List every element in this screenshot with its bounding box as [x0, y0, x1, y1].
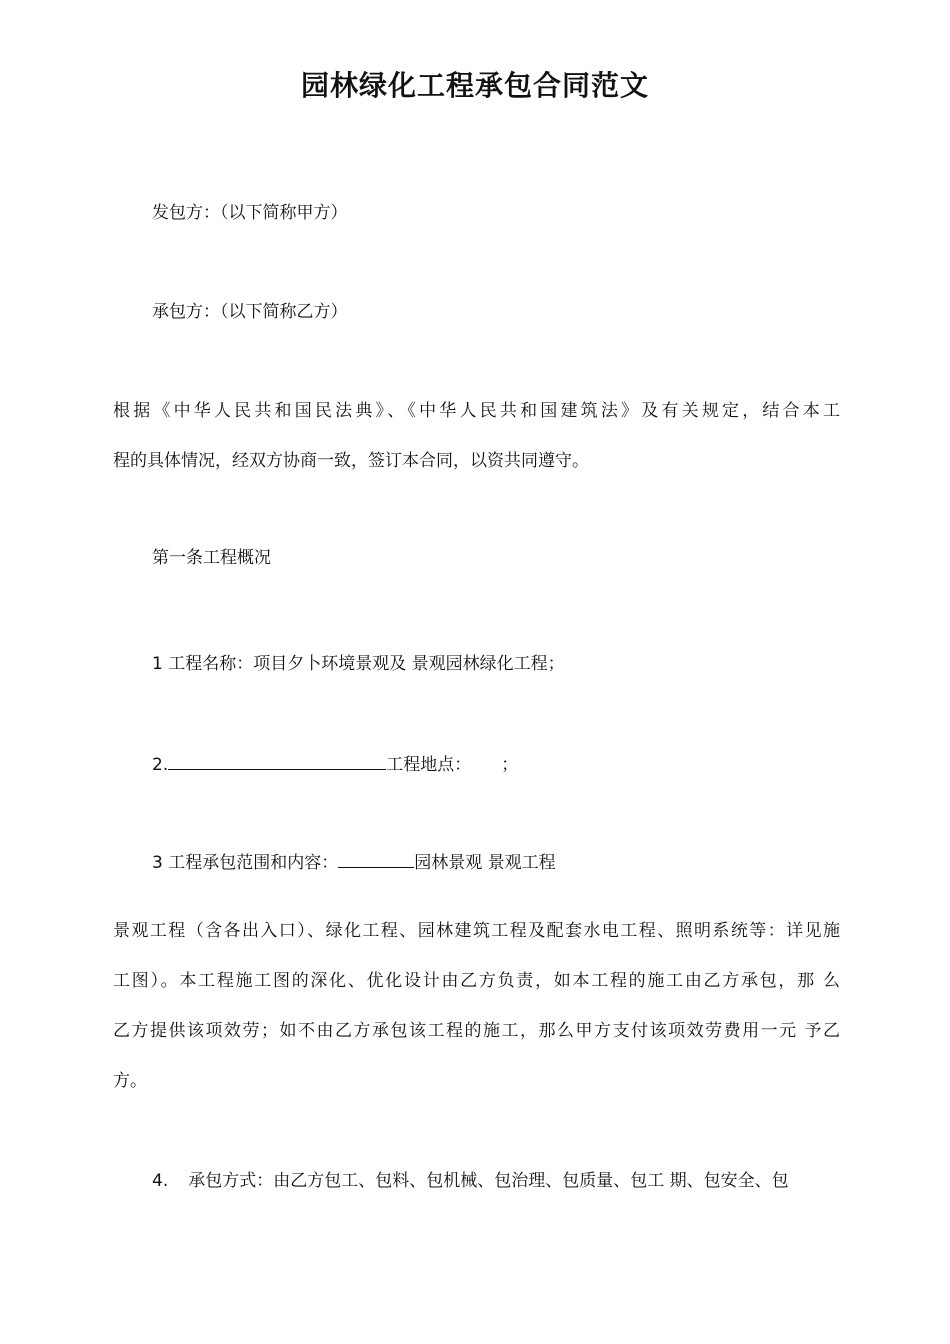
- item-2-label: 工程地点：: [386, 755, 472, 775]
- item-3-blank-line: [338, 849, 414, 868]
- item-3-prefix: 3 工程承包范围和内容：: [152, 853, 339, 873]
- item-1-project-name: 1 工程名称：项目夕卜环境景观及 景观园林绿化工程；: [152, 654, 565, 674]
- item-2-blank-line: [168, 751, 386, 770]
- document-title: 园林绿化工程承包合同范文: [300, 69, 649, 102]
- party-a-line: 发包方：（以下简称甲方）: [152, 203, 348, 223]
- item-4-text: 承包方式：由乙方包工、包料、包机械、包治理、包质量、包工 期、包安全、包: [188, 1171, 789, 1191]
- party-b-line: 承包方：（以下简称乙方）: [152, 302, 348, 322]
- scope-paragraph-line-2: 工图）。本工程施工图的深化、优化设计由乙方负责，如本工程的施工由乙方承包，那 么: [113, 971, 840, 991]
- scope-paragraph-line-1: 景观工程（含各出入口）、绿化工程、园林建筑工程及配套水电工程、照明系统等：详见施: [113, 921, 840, 941]
- item-3-scope: [152, 849, 556, 875]
- scope-paragraph-line-3: 乙方提供该项效劳；如不由乙方承包该工程的施工，那么甲方支付该项效劳费用一元 予乙: [113, 1021, 840, 1041]
- preamble-line-2: 程的具体情况，经双方协商一致，签订本合同，以资共同遵守。: [113, 451, 589, 471]
- item-4-contract-method: [152, 1169, 840, 1193]
- scope-paragraph-line-4: 方。: [113, 1071, 147, 1091]
- item-2-number: 2.: [152, 755, 169, 775]
- preamble-line-1: 根据《中华人民共和国民法典》、《中华人民共和国建筑法》及有关规定，结合本工: [113, 401, 840, 421]
- item-4-number: 4.: [152, 1171, 169, 1191]
- item-2-project-location: [152, 751, 518, 777]
- item-2-suffix: ；: [501, 755, 519, 775]
- item-3-suffix: 园林景观 景观工程: [414, 853, 556, 873]
- article-1-heading: 第一条工程概况: [152, 548, 271, 568]
